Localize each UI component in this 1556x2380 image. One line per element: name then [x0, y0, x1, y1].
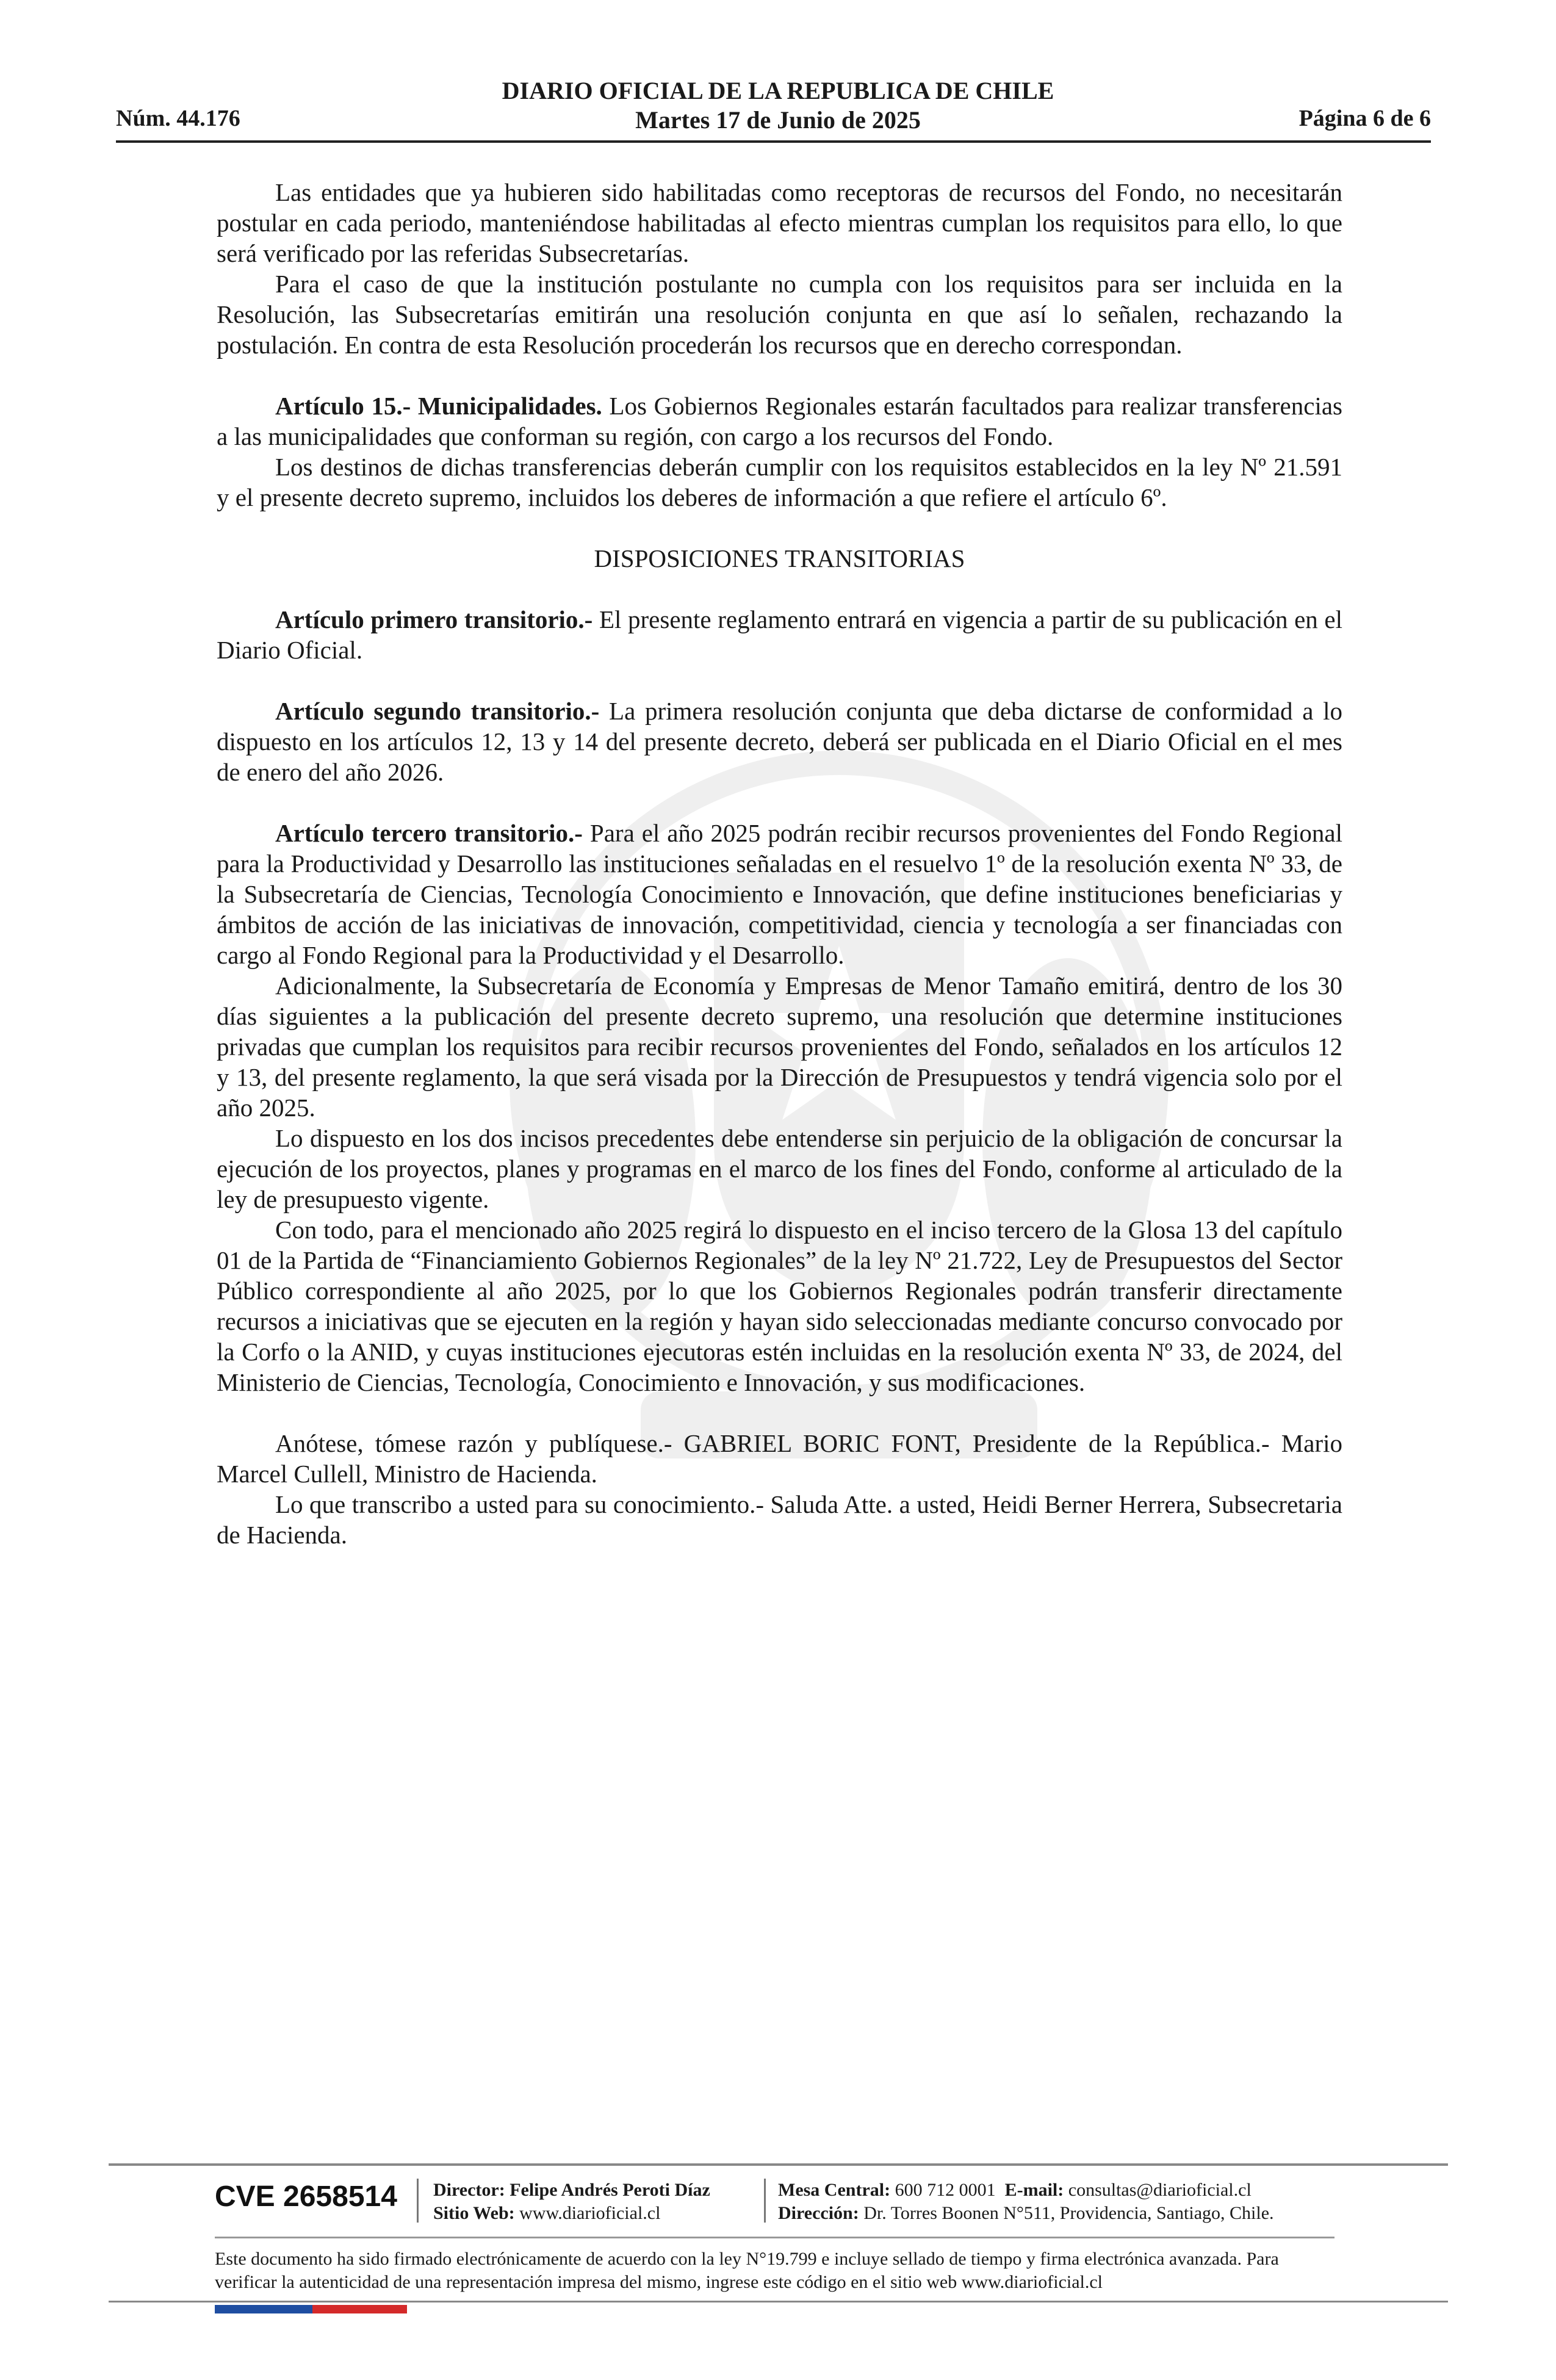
article-text: La primera resolución conjunta que deba dictarse de conformidad a lo dispuesto en los artículos 12, 13 y 14 del presente decreto, deberá ser publicada en el Diario Oficial en el mes de enero del año 2026. — [217, 697, 1342, 786]
section-title: DISPOSICIONES TRANSITORIAS — [594, 544, 965, 572]
website-label: Sitio Web: — [433, 2203, 515, 2223]
director-value: Felipe Andrés Peroti Díaz — [505, 2180, 710, 2200]
transitory-article-2 — [217, 696, 1342, 787]
page-indicator: Página 6 de 6 — [1298, 106, 1431, 131]
director-label: Director: — [433, 2180, 505, 2200]
footer-contact-info — [778, 2179, 1274, 2225]
cve-code: CVE 2658514 — [215, 2180, 397, 2213]
issue-number: Núm. 44.176 — [116, 106, 240, 131]
article-heading: Artículo tercero transitorio.- — [275, 819, 583, 847]
address-label: Dirección: — [778, 2203, 859, 2223]
flag-bar-red — [312, 2305, 407, 2313]
publication-title: DIARIO OFICIAL DE LA REPUBLICA DE CHILE — [502, 77, 1054, 104]
phone-value: 600 712 0001 — [890, 2180, 996, 2200]
footer-separator — [417, 2179, 419, 2223]
transitory-article-1 — [217, 604, 1342, 665]
footer-divider — [215, 2237, 1334, 2238]
footer-director-info — [433, 2179, 710, 2225]
address-value: Dr. Torres Boonen N°511, Providencia, Santiago, Chile. — [859, 2203, 1274, 2223]
article-15 — [217, 391, 1342, 452]
website-link[interactable]: www.diarioficial.cl — [514, 2203, 661, 2223]
footer-divider — [109, 2301, 1448, 2302]
document-body — [217, 177, 1342, 1550]
closing-paragraph: Lo que transcribo a usted para su conocimiento.- Saluda Atte. a usted, Heidi Berner Herrera, Subsecretaria de Hacienda. — [217, 1490, 1342, 1549]
article-text: Para el año 2025 podrán recibir recursos provenientes del Fondo Regional para la Productividad y Desarrollo las instituciones señaladas en el resuelvo 1º de la resolución exenta Nº 33, de la Subsecretaría de Ciencias, Tecnología Conocimiento e Innovación, que define instituciones beneficiarias y ámbitos de acción de las iniciativas de innovación, competitividad, ciencia y tecnología a ser financiadas con cargo al Fondo Regional para la Productividad y el Desarrollo. — [217, 819, 1342, 969]
phone-label: Mesa Central: — [778, 2180, 891, 2200]
paragraph: Las entidades que ya hubieren sido habilitadas como receptoras de recursos del Fondo, no necesitarán postular en cada periodo, manteniéndose habilitadas al efecto mientras cumplan los requisitos para ello, lo que será verificado por las referidas Subsecretarías. — [217, 178, 1342, 267]
paragraph: Adicionalmente, la Subsecretaría de Economía y Empresas de Menor Tamaño emitirá, dentro de los 30 días siguientes a la publicación del presente decreto supremo, una resolución que determine instituciones privadas que cumplan los requisitos para recibir recursos provenientes del Fondo, señalados en los artículos 12 y 13, del presente reglamento, la que será visada por la Dirección de Presupuestos y tendrá vigencia solo por el año 2025. — [217, 972, 1342, 1122]
email-link[interactable]: consultas@diarioficial.cl — [1064, 2180, 1252, 2200]
article-heading: Artículo 15.- Municipalidades. — [275, 392, 602, 420]
publication-date: Martes 17 de Junio de 2025 — [635, 106, 921, 134]
article-text: El presente reglamento entrará en vigencia a partir de su publicación en el Diario Oficial. — [217, 605, 1342, 664]
signature-paragraph: Anótese, tómese razón y publíquese.- GABRIEL BORIC FONT, Presidente de la República.- Mario Marcel Cullell, Ministro de Hacienda. — [217, 1429, 1342, 1488]
paragraph: Lo dispuesto en los dos incisos precedentes debe entenderse sin perjuicio de la obligación de concursar la ejecución de los proyectos, planes y programas en el marco de los fines del Fondo, conforme al articulado de la ley de presupuesto vigente. — [217, 1124, 1342, 1213]
transitory-article-3 — [217, 818, 1342, 970]
article-text: Los Gobiernos Regionales estarán facultados para realizar transferencias a las municipalidades que conforman su región, con cargo a los recursos del Fondo. — [217, 392, 1342, 450]
paragraph: Para el caso de que la institución postulante no cumpla con los requisitos para ser incluida en la Resolución, las Subsecretarías emitirán una resolución conjunta en que así lo señalen, rechazando la postulación. En contra de esta Resolución procederán los recursos que en derecho correspondan. — [217, 270, 1342, 359]
paragraph: Los destinos de dichas transferencias deberán cumplir con los requisitos establecidos en la ley Nº 21.591 y el presente decreto supremo, incluidos los deberes de información a que refiere el artículo 6º. — [217, 453, 1342, 511]
email-label: E-mail: — [1004, 2180, 1064, 2200]
header-divider — [116, 140, 1431, 143]
article-heading: Artículo primero transitorio.- — [275, 605, 593, 633]
flag-bar-blue — [215, 2305, 312, 2313]
paragraph: Con todo, para el mencionado año 2025 regirá lo dispuesto en el inciso tercero de la Glosa 13 del capítulo 01 de la Partida de “Financiamiento Gobiernos Regionales” de la ley Nº 21.722, Ley de Presupuestos del Sector Público correspondiente al año 2025, por lo que los Gobiernos Regionales podrán transferir directamente recursos a iniciativas que se ejecuten en la región y hayan sido seleccionadas mediante concurso convocado por la Corfo o la ANID, y cuyas instituciones ejecutoras estén incluidas en la resolución exenta Nº 33, de 2024, del Ministerio de Ciencias, Tecnología, Conocimiento e Innovación, y sus modificaciones. — [217, 1216, 1342, 1396]
footer-separator — [764, 2179, 766, 2223]
electronic-signature-note: Este documento ha sido firmado electrónicamente de acuerdo con la ley N°19.799 e incluye sellado de tiempo y firma electrónica avanzada. Para verificar la autenticidad de una representación impresa del mismo, ingrese este código en el sitio web www.diarioficial.cl — [215, 2249, 1279, 2292]
article-heading: Artículo segundo transitorio.- — [275, 697, 600, 725]
footer-divider — [109, 2163, 1448, 2166]
